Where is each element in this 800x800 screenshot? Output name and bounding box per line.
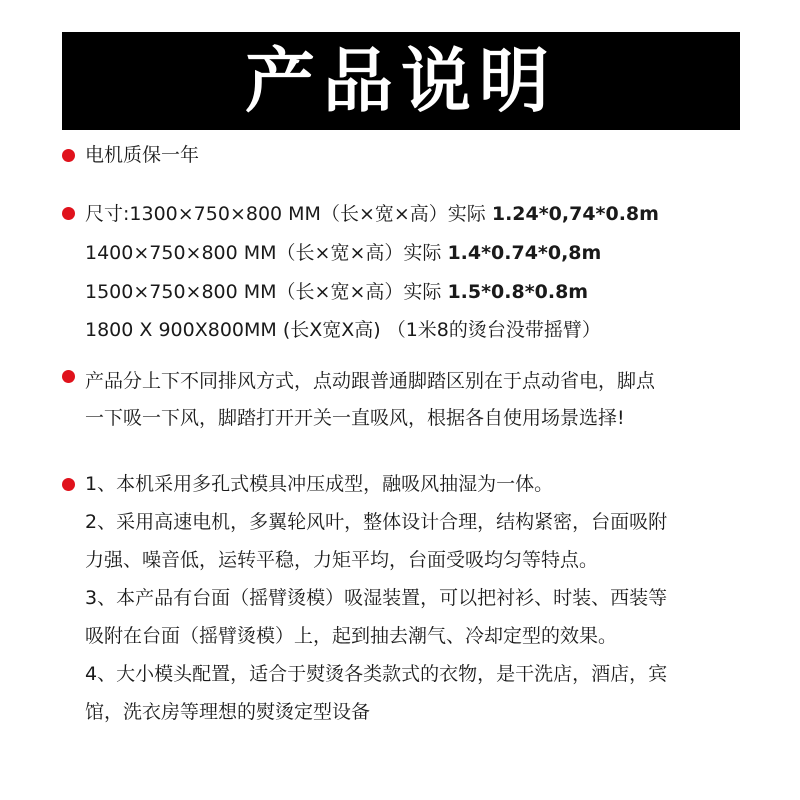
bullet-warranty: [62, 149, 75, 162]
warranty-text: 电机质保一年: [85, 144, 200, 166]
size-spec-2: 1400×750×800 MM（长×宽×高）实际: [85, 242, 442, 264]
feature-line-4: 3、本产品有台面（摇臂烫模）吸湿装置，可以把衬衫、时装、西装等: [85, 587, 668, 609]
feature-line-3: 力强、噪音低，运转平稳，力矩平均，台面受吸均匀等特点。: [85, 549, 599, 571]
size-spec-3: 1500×750×800 MM（长×宽×高）实际: [85, 281, 442, 303]
size-line-4: [85, 321, 601, 340]
size-actual-1: 1.24*0,74*0.8m: [491, 203, 659, 225]
feature-line-2: 2、采用高速电机，多翼轮风叶，整体设计合理，结构紧密，台面吸附: [85, 511, 668, 533]
title-banner: [62, 32, 740, 130]
exhaust-line-2: 一下吸一下风，脚踏打开开关一直吸风，根据各自使用场景选择!: [85, 407, 625, 429]
size-actual-2: 1.4*0.74*0,8m: [447, 242, 602, 264]
bullet-exhaust: [62, 370, 75, 383]
size-spec-4: 1800 X 900X800MM (长X宽X高) （1米8的烫台没带摇臂）: [85, 319, 601, 341]
feature-line-5: 吸附在台面（摇臂烫模）上，起到抽去潮气、冷却定型的效果。: [85, 625, 618, 647]
exhaust-line-1: 产品分上下不同排风方式，点动跟普通脚踏区别在于点动省电，脚点: [85, 370, 656, 392]
size-line-3: [85, 283, 588, 302]
size-actual-3: 1.5*0.8*0.8m: [447, 281, 589, 303]
size-spec-1: 尺寸:1300×750×800 MM（长×宽×高）实际: [85, 203, 486, 225]
bullet-features: [62, 478, 75, 491]
size-line-1: [85, 205, 659, 224]
feature-line-6: 4、大小模头配置，适合于熨烫各类款式的衣物，是干洗店，酒店，宾: [85, 663, 668, 685]
feature-line-7: 馆，洗衣房等理想的熨烫定型设备: [85, 701, 371, 723]
bullet-sizes: [62, 207, 75, 220]
size-line-2: [85, 244, 601, 263]
page-title: 产品说明: [245, 40, 557, 122]
feature-line-1: 1、本机采用多孔式模具冲压成型，融吸风抽湿为一体。: [85, 473, 554, 495]
